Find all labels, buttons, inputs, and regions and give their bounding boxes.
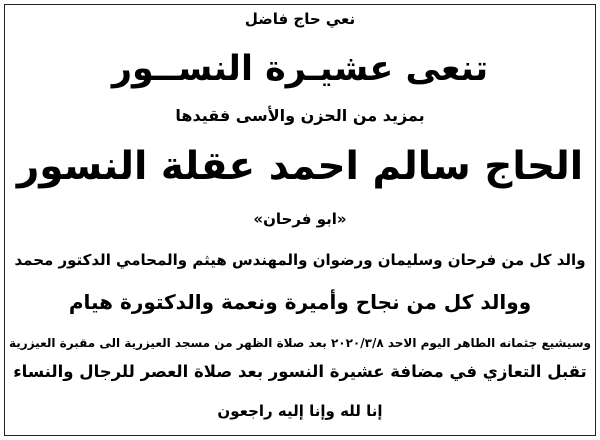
deceased-name: الحاج سالم احمد عقلة النسور [16, 144, 584, 189]
family-line-daughters: ووالد كل من نجاح وأميرة ونعمة والدكتورة هيام [68, 290, 532, 314]
condolences-details: تقبل التعازي في مضافة عشيرة النسور بعد صلاة العصر للرجال والنساء [13, 362, 587, 381]
family-line-sons: والد كل من فرحان وسليمان ورضوان والمهندس هيثم والمحامي الدكتور محمد [14, 251, 586, 269]
closing-verse: إنا لله وإنا إليه راجعون [217, 402, 383, 420]
tribe-announcement: تنعى عشيـرة النســور [111, 49, 489, 89]
funeral-details: وسيشيع جثمانه الطاهر اليوم الاحد ٢٠٢٠/٣/٨ بعد صلاة الظهر من مسجد العيزرية الى مقبرة العيزرية [9, 336, 591, 350]
notice-header: نعي حاج فاضل [244, 10, 356, 28]
deceased-nickname: «ابو فرحان» [253, 210, 347, 228]
grief-line: بمزيد من الحزن والأسى فقيدها [175, 106, 425, 125]
